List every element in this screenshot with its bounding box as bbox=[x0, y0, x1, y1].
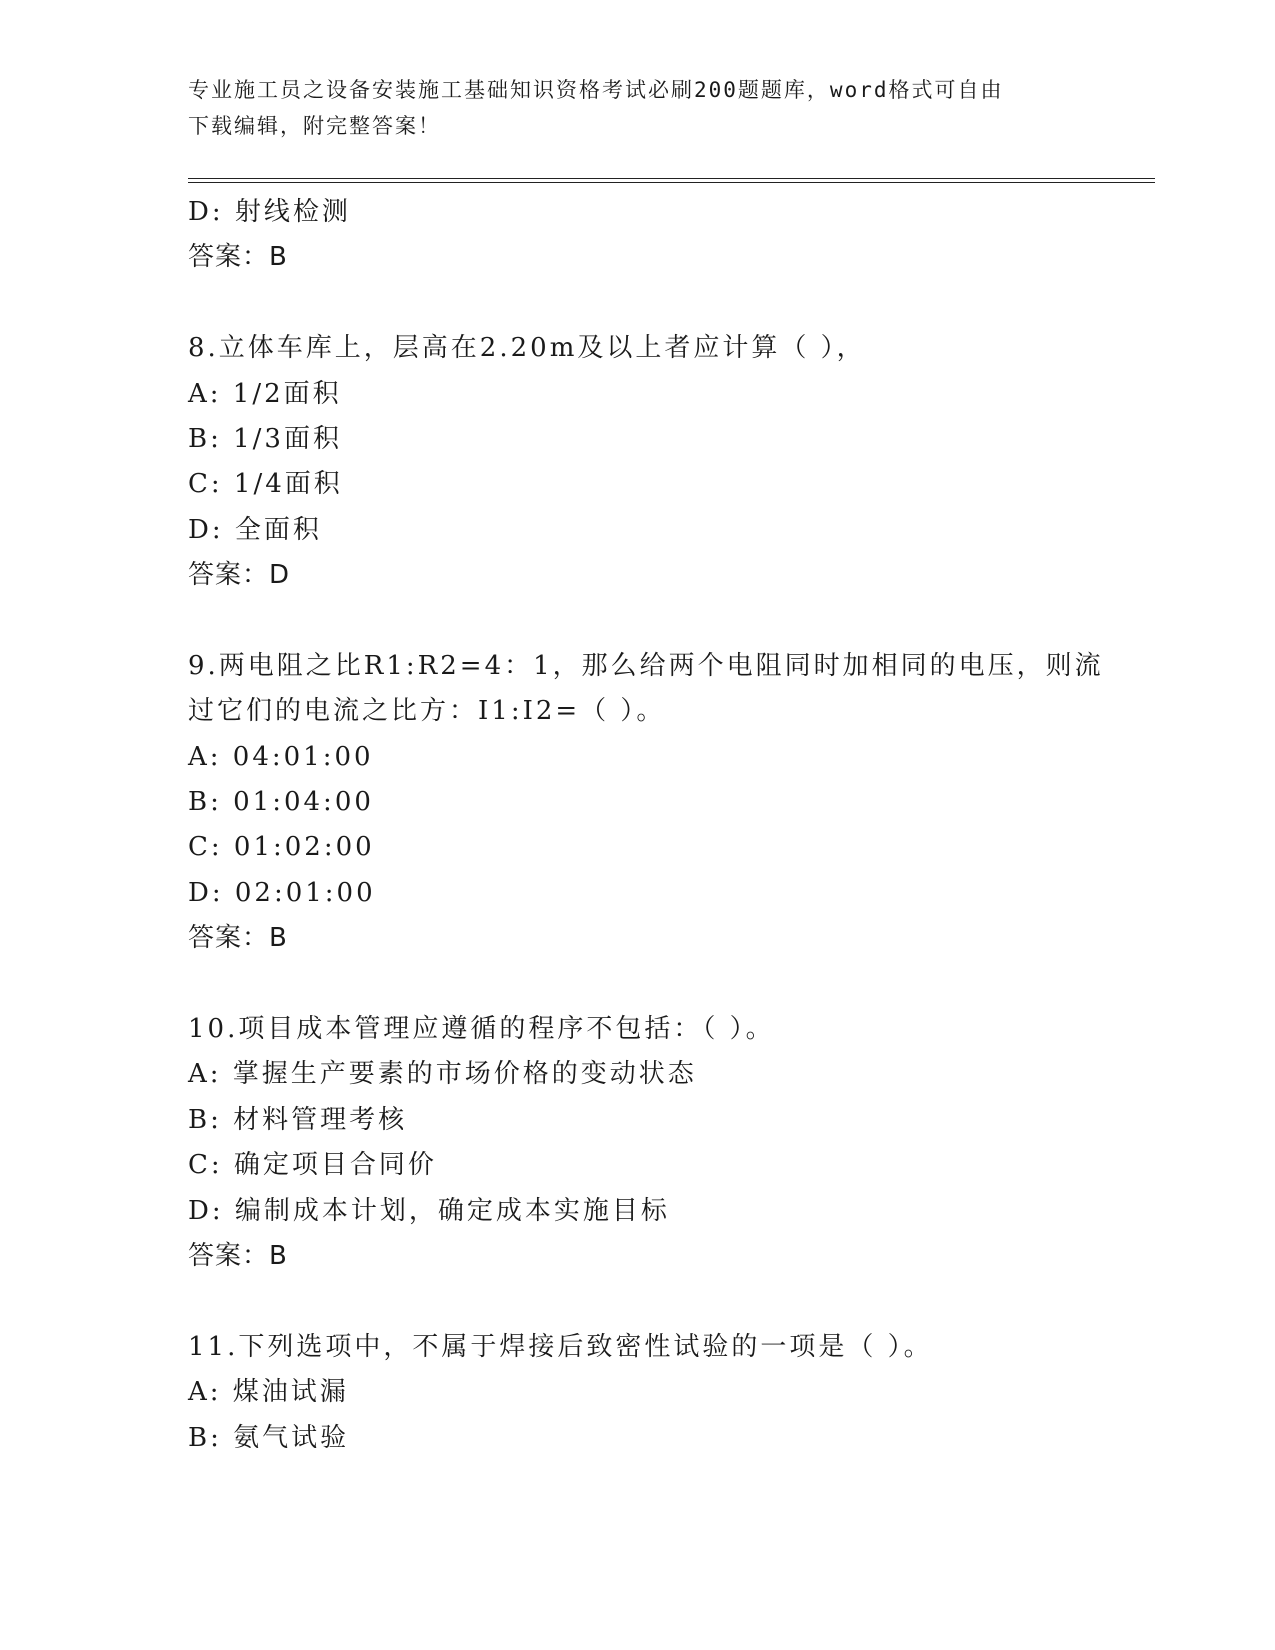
q9-option-a: A: 04:01:00 bbox=[188, 741, 374, 772]
q8-option-b: B: 1/3面积 bbox=[188, 423, 342, 454]
question-list bbox=[188, 190, 1158, 1461]
q10-answer: 答案：B bbox=[188, 1240, 288, 1271]
spacer bbox=[188, 962, 1158, 1007]
q10-option-c: C: 确定项目合同价 bbox=[188, 1150, 437, 1181]
header-divider bbox=[188, 178, 1155, 183]
q8-answer: 答案：D bbox=[188, 560, 291, 591]
q9-question-line-1: 9.两电阻之比R1:R2=4：1，那么给两个电阻同时加相同的电压，则流 bbox=[188, 650, 1104, 681]
q11-option-b: B: 氨气试验 bbox=[188, 1422, 350, 1453]
q8-option-d: D: 全面积 bbox=[188, 514, 322, 545]
q9-option-d: D: 02:01:00 bbox=[188, 877, 376, 908]
document-page bbox=[188, 0, 1158, 1650]
header-title-line-1: 专业施工员之设备安装施工基础知识资格考试必刷200题题库，word格式可自由 bbox=[188, 78, 1004, 102]
document-header bbox=[188, 72, 1058, 144]
q9-option-b: B: 01:04:00 bbox=[188, 787, 374, 818]
q8-option-c: C: 1/4面积 bbox=[188, 469, 343, 500]
q7-option-d: D: 射线检测 bbox=[188, 197, 351, 227]
q7-answer: 答案：B bbox=[188, 242, 288, 273]
q10-option-b: B: 材料管理考核 bbox=[188, 1104, 408, 1135]
q9-answer: 答案：B bbox=[188, 923, 288, 954]
header-title-line-2: 下载编辑，附完整答案！ bbox=[188, 114, 441, 138]
q10-question: 10.项目成本管理应遵循的程序不包括：（ ）。 bbox=[188, 1014, 775, 1045]
q8-question: 8.立体车库上，层高在2.20m及以上者应计算（ ）， bbox=[188, 333, 866, 364]
q11-question: 11.下列选项中，不属于焊接后致密性试验的一项是（ ）。 bbox=[188, 1331, 933, 1362]
q11-option-a: A: 煤油试漏 bbox=[188, 1377, 349, 1408]
spacer bbox=[188, 1279, 1158, 1324]
q10-option-a: A: 掌握生产要素的市场价格的变动状态 bbox=[188, 1059, 697, 1090]
q10-option-d: D: 编制成本计划，确定成本实施目标 bbox=[188, 1195, 670, 1226]
q9-question-line-2: 过它们的电流之比方：I1:I2=（ ）。 bbox=[188, 696, 666, 727]
spacer bbox=[188, 599, 1158, 644]
q9-option-c: C: 01:02:00 bbox=[188, 832, 375, 863]
q8-option-a: A: 1/2面积 bbox=[188, 378, 342, 409]
spacer bbox=[188, 281, 1158, 326]
